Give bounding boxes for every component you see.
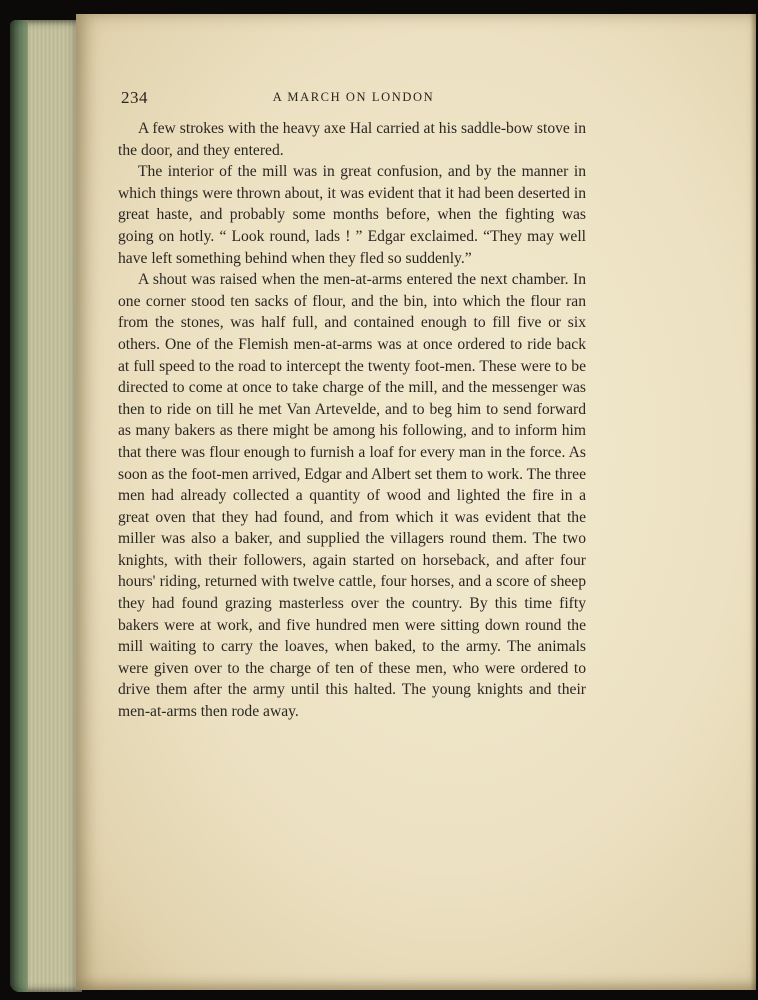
paragraph: The interior of the mill was in great confusion, and by the manner in which things were thrown about, it was evident that it had been deserted in great haste, and probably some months before, when the fighting was going on hotly. “ Look round, lads ! ” Edgar exclaimed. “They may well have left something behind when they fled so suddenly.” bbox=[118, 163, 586, 267]
running-head: A MARCH ON LONDON bbox=[272, 90, 435, 104]
paragraph: A shout was raised when the men-at-arms entered the next chamber. In one corner stood ten sacks of flour, and the bin, into which the flour ran from the stones, was half full, and contained enough to fill five or six others. One of the Flemish men-at-arms was at once ordered to ride back at full speed to the road to intercept the twenty foot-men. These were to be directed to come at once to take charge of the mill, and the messenger was then to ride on till he met Van Artevelde, and to beg him to send forward as many bakers as there might be among his following, and to inform him that there was flour enough to furnish a loaf for every man in the force. As soon as the foot-men arrived, Edgar and Albert set them to work. The three men had already collected a quantity of wood and lighted the fire in a great oven that they had found, and from which it was evident that the miller was also a baker, and supplied the villagers round them. The two knights, with their followers, again started on horseback, and after four hours' riding, returned with twelve cattle, four horses, and a score of sheep they had found grazing masterless over the country. By this time fifty bakers were at work, and five hundred men were sitting down round the mill waiting to carry the loaves, when baked, to the army. The animals were given over to the charge of ten of these men, who were ordered to drive them after the army until this halted. The young knights and their men-at-arms then rode away. bbox=[118, 271, 586, 721]
page-edges bbox=[10, 20, 82, 992]
page-number: 234 bbox=[121, 88, 148, 107]
paragraph: A few strokes with the heavy axe Hal carried at his saddle-bow stove in the door, and they entered. bbox=[118, 120, 586, 159]
body-text bbox=[118, 118, 586, 723]
page-header bbox=[121, 88, 586, 112]
